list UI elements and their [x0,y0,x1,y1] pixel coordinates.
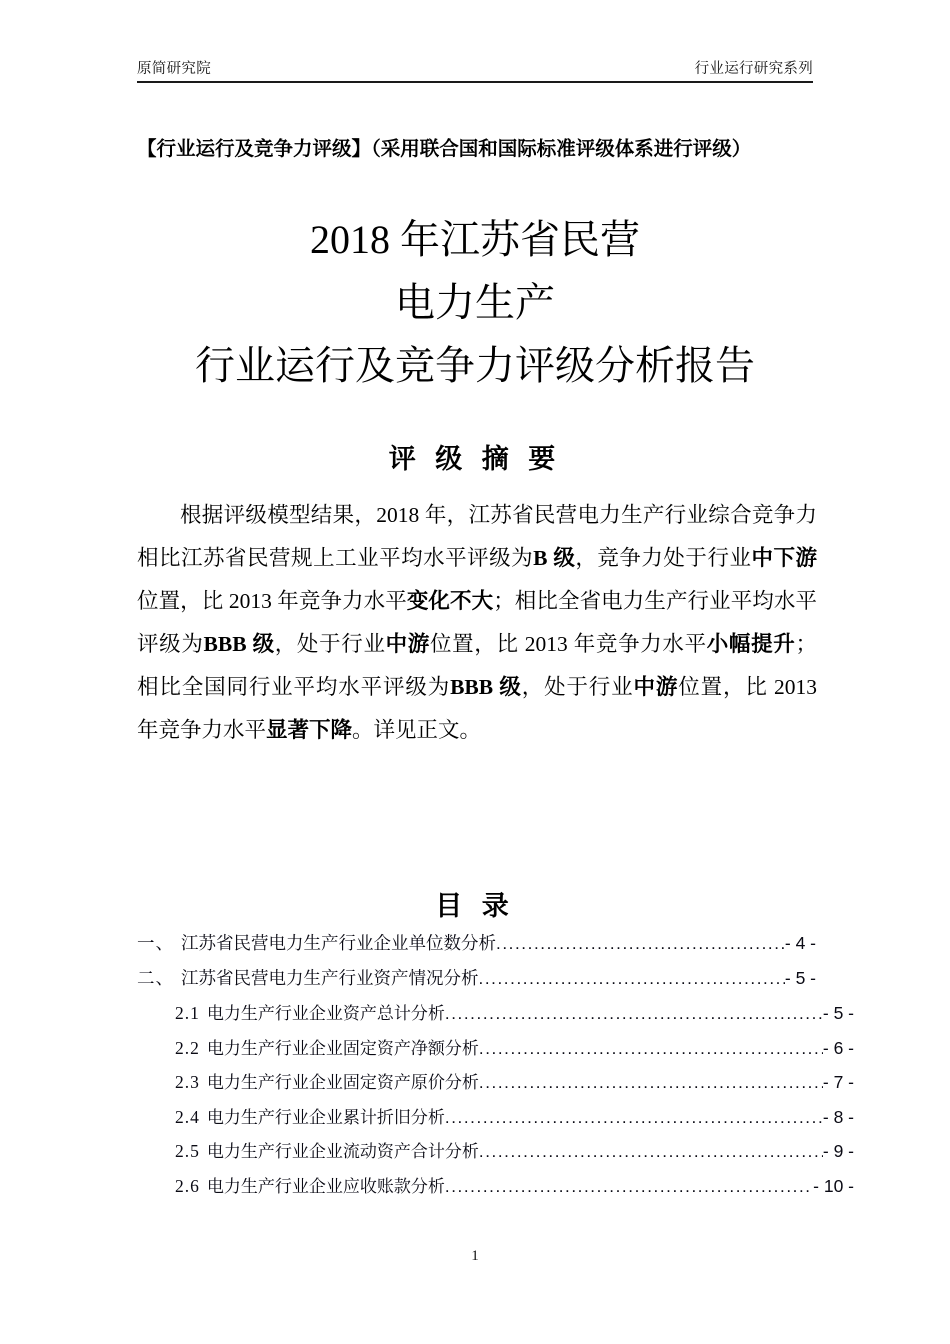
document-title-line-2: 电力生产 [395,280,555,326]
summary-emphasis: 中下游 [751,546,817,570]
toc-entry-number: 一、 [137,933,174,953]
toc-entry-page-number: - 6 - [822,1037,854,1058]
toc-entry-label: 电力生产行业企业流动资产合计分析 [206,1142,479,1161]
toc-entry-label: 江苏省民营电力生产行业企业单位数分析 [181,933,496,953]
toc-entry-number: 2.3 [175,1072,200,1092]
summary-text: ；相比全省电力生产行业平均水平评级为 [137,589,817,656]
toc-entry-number: 2.1 [175,1003,200,1023]
toc-entry-label: 电力生产行业企业固定资产净额分析 [206,1038,479,1058]
toc-entry-number: 2.6 [175,1175,200,1196]
summary-text: 位置，比 2013 年竞争力水平 [137,589,407,613]
toc-entry-page-number: - 10 - [813,1175,854,1196]
toc-entry-page-number: - 7 - [822,1072,854,1092]
rating-summary-paragraph [137,494,817,752]
toc-entry-label: 江苏省民营电力生产行业资产情况分析 [181,967,479,988]
table-of-contents-heading: 目 录 [435,891,515,921]
toc-entry-number: 二、 [137,967,174,988]
toc-entry-page-number: - 9 - [822,1141,854,1161]
rating-summary-heading: 评 级 摘 要 [388,444,562,474]
summary-text: ；相比全国同行业平均水平评级为 [137,632,817,699]
toc-entry-page-number: - 5 - [822,1003,854,1023]
toc-entry-number: 2.2 [175,1037,200,1058]
toc-dot-leader [445,1177,813,1195]
summary-text: ，处于行业 [274,632,386,656]
summary-text: ，竞争力处于行业 [575,546,752,570]
summary-text: 根据评级模型结果，2018 年，江苏省民营电力生产行业综合竞争力相比江苏省民营规上工业平均水平评级为 [137,503,817,570]
toc-entry[interactable] [137,1068,854,1103]
document-title-line-1: 2018 年江苏省民营 [310,217,640,262]
summary-emphasis: B 级 [533,546,576,570]
toc-entry-label: 电力生产行业企业资产总计分析 [206,1004,445,1023]
toc-entry-number: 2.5 [175,1141,200,1161]
summary-emphasis: BBB 级 [450,675,522,699]
toc-entry-label: 电力生产行业企业固定资产原价分析 [206,1073,479,1092]
header-publisher: 原简研究院 [137,61,211,77]
toc-entry-label: 电力生产行业企业累计折旧分析 [206,1107,445,1127]
toc-entry-page-number: - 4 - [784,933,816,953]
toc-entry[interactable] [137,999,854,1034]
toc-dot-leader [479,1142,823,1160]
toc-entry-page-number: - 8 - [822,1106,854,1127]
page-running-header [137,60,813,83]
toc-entry-page-number: - 5 - [784,967,816,988]
page-number-footer: 1 [471,1248,479,1264]
toc-dot-leader [445,1108,823,1126]
toc-entry[interactable] [137,1172,854,1207]
toc-entry-label: 电力生产行业企业应收账款分析 [206,1176,445,1196]
toc-entry[interactable] [137,1137,854,1172]
summary-emphasis: BBB 级 [203,632,275,656]
summary-emphasis: 变化不大 [406,589,494,613]
toc-entry[interactable] [137,1103,854,1138]
toc-dot-leader [479,1039,823,1057]
toc-entry[interactable] [137,1034,854,1069]
summary-emphasis: 显著下降 [266,718,353,742]
toc-entry[interactable] [137,965,816,1000]
summary-emphasis: 小幅提升 [706,632,796,656]
summary-text: 位置，比 2013 年竞争力水平 [137,675,817,742]
summary-emphasis: 中游 [633,675,679,699]
summary-text: 位置，比 2013 年竞争力水平 [429,632,707,656]
document-title [0,208,950,398]
toc-dot-leader [479,1073,823,1091]
summary-emphasis: 中游 [385,632,430,656]
toc-dot-leader [479,969,785,987]
toc-dot-leader [445,1004,823,1022]
toc-entry-number: 2.4 [175,1106,200,1127]
header-series: 行业运行研究系列 [694,61,813,77]
toc-dot-leader [496,934,785,952]
table-of-contents [137,930,854,1206]
summary-text: 。详见正文。 [352,718,482,742]
toc-entry[interactable] [137,930,816,965]
report-category-line: 【行业运行及竞争力评级】（采用联合国和国际标准评级体系进行评级） [137,139,752,160]
document-title-line-3: 行业运行及竞争力评级分析报告 [195,343,755,389]
summary-text: ，处于行业 [521,675,634,699]
